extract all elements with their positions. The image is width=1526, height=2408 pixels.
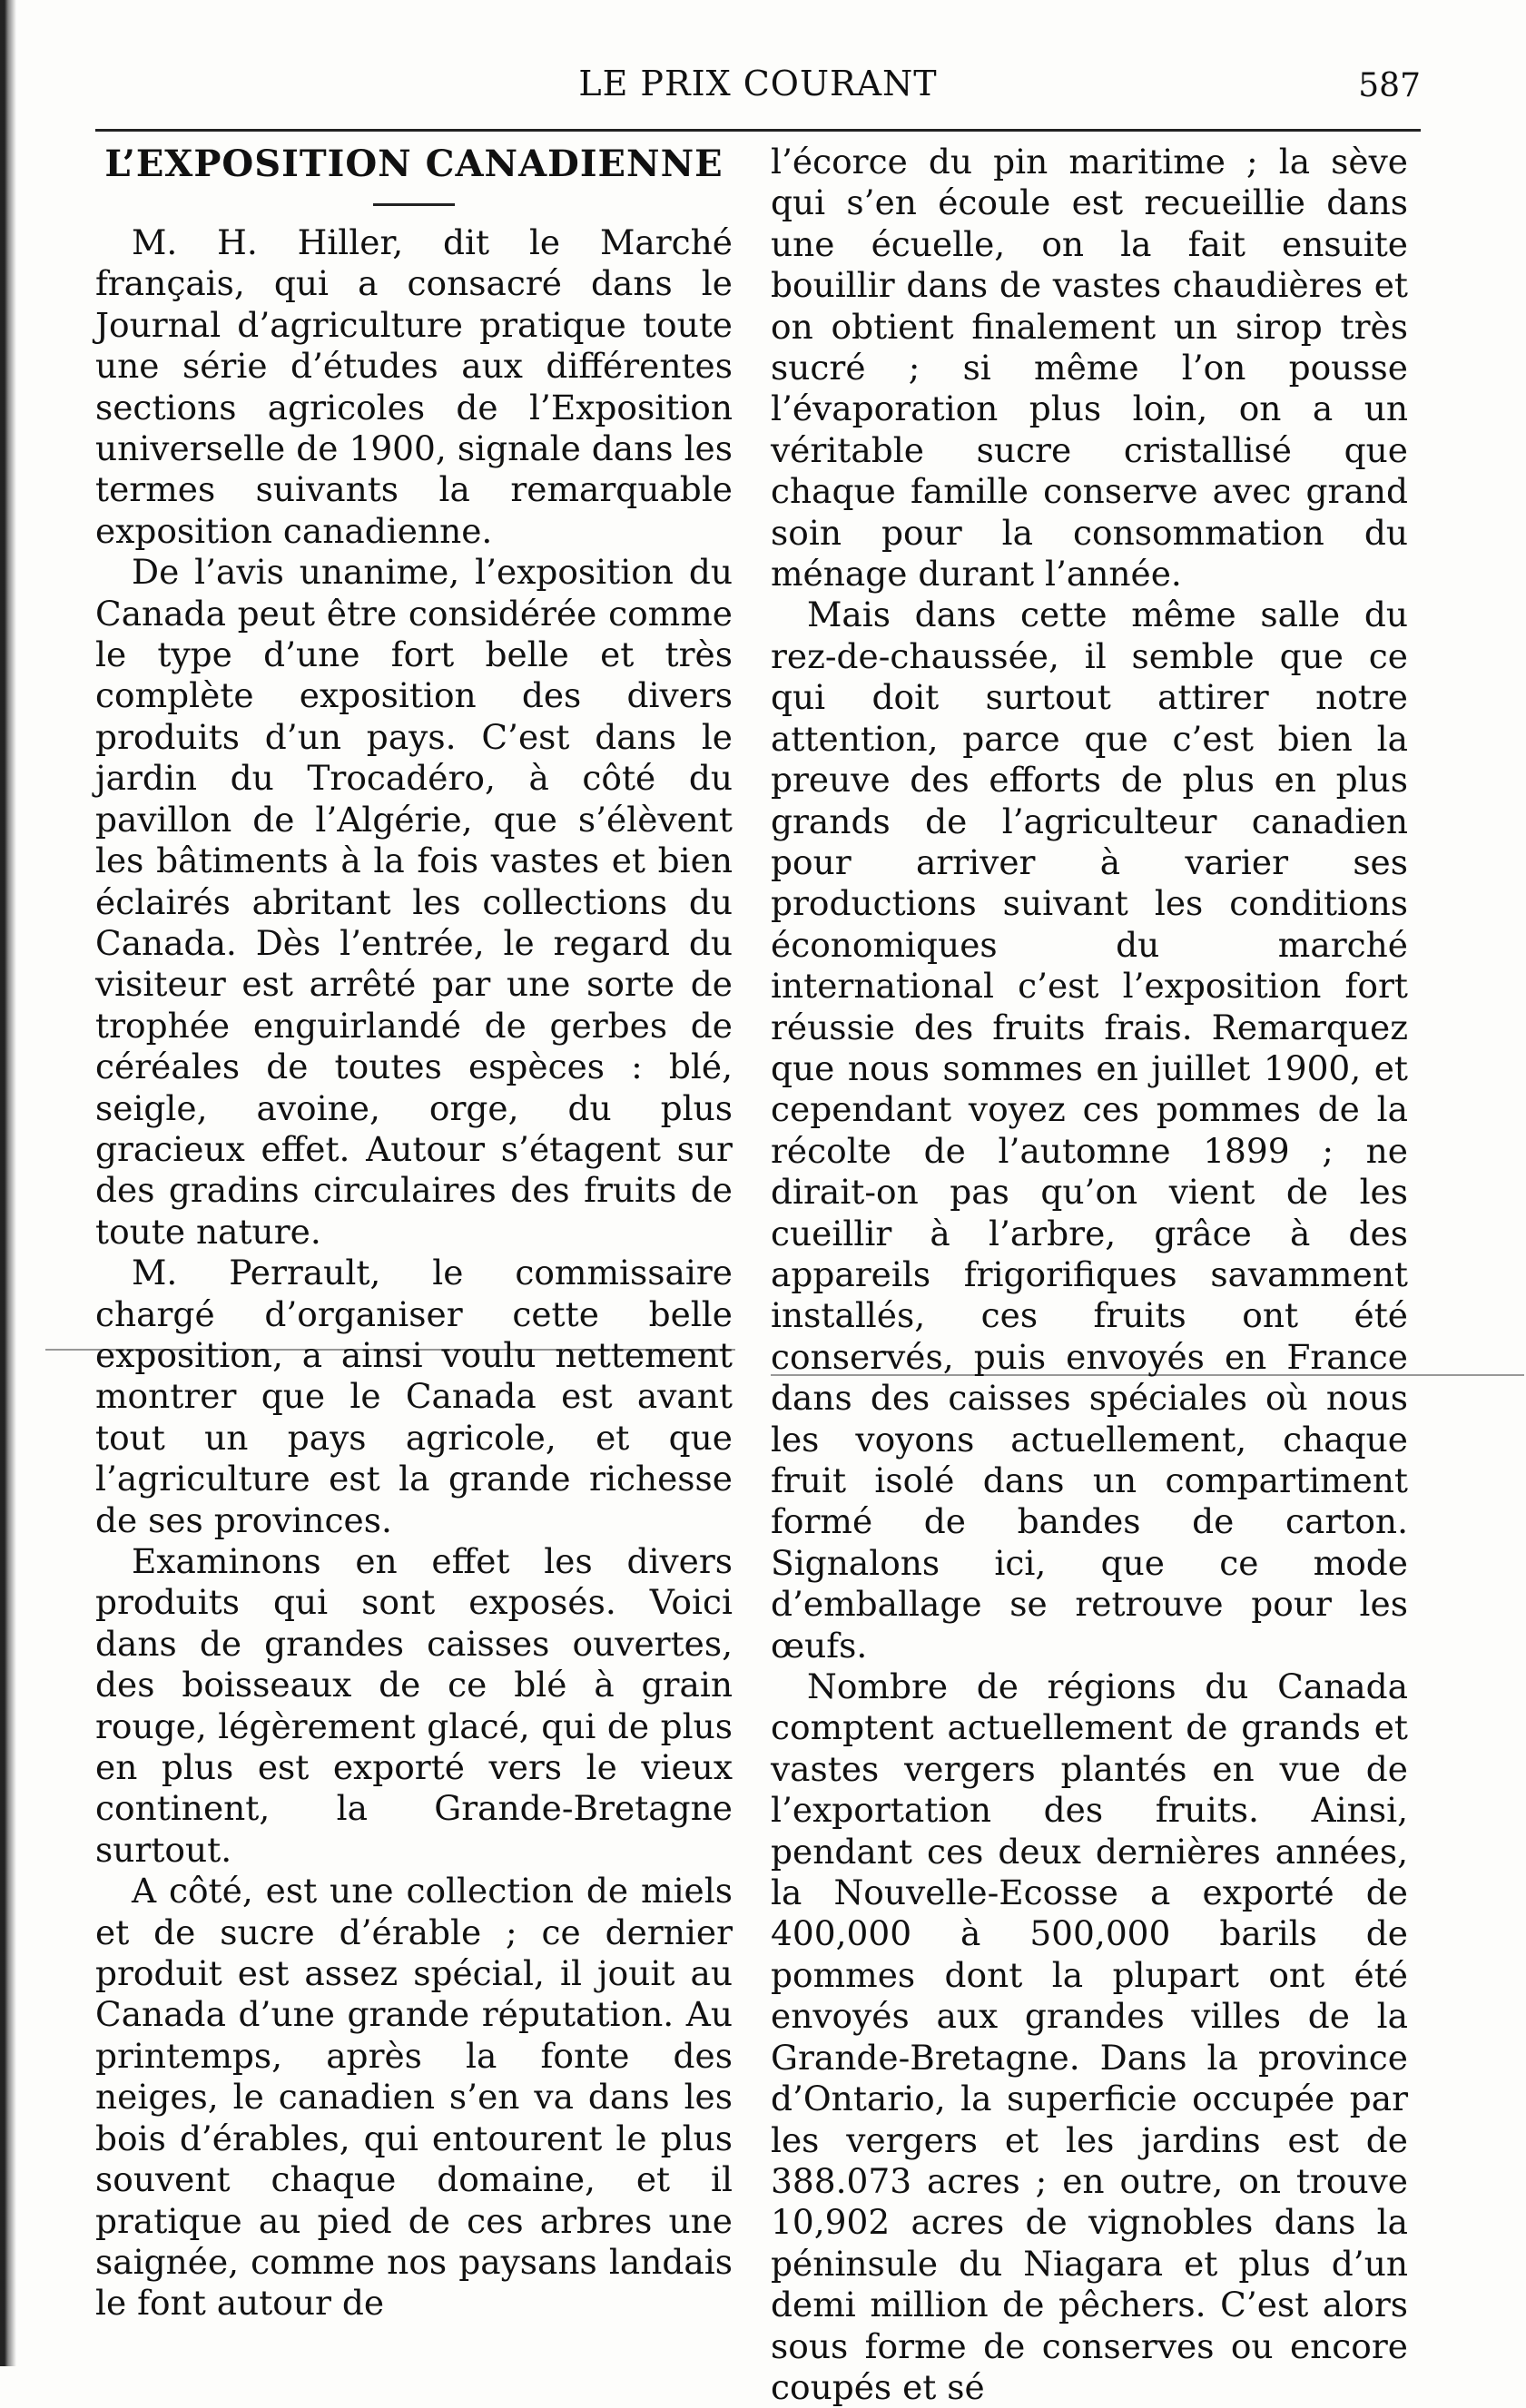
paragraph: Mais dans cette même salle du rez-de-chaussée, il semble que ce qui doit surtout attirer notre attention, parce que c’est bien la preuve des efforts de plus en plus grands de l’agriculteur canadien pour arriver à varier ses productions suivant les conditions économiques du marché international c’est l’exposition fort réussie des fruits frais. Remarquez que nous sommes en juillet 1900, et cependant voyez ces pommes de la récolte de l’automne 1899 ; ne dirait-on pas qu’on vient de les cueillir à l’arbre, grâce à des appareils frigorifiques savamment installés, ces fruits ont été conservés, puis envoyés en France dans des caisses spéciales où nous les voyons actuellement, chaque fruit isolé dans un compartiment formé de bandes de carton. Signalons ici, que ce mode d’emballage se retrouve pour les œufs. [771, 595, 1408, 1666]
article-title: L’EXPOSITION CANADIENNE [104, 143, 724, 185]
running-title: LE PRIX COURANT [578, 64, 938, 103]
paragraph: De l’avis unanime, l’exposition du Canada peut être considérée comme le type d’une fort belle et très complète exposition des divers produits d’un pays. C’est dans le jardin du Trocadéro, à côté du pavillon de l’Algérie, que s’élèvent les bâtiments à la fois vastes et bien éclairés abritant les collections du Canada. Dès l’entrée, le regard du visiteur est arrêté par une sorte de trophée enguirlandé de gerbes de céréales de toutes espèces : blé, seigle, avoine, orge, du plus gracieux effet. Autour s’étagent sur des gradins circulaires des fruits de toute nature. [95, 552, 733, 1252]
paragraph: Examinons en effet les divers produits qui sont exposés. Voici dans de grandes caisses ouvertes, des boisseaux de ce blé à grain rouge, légèrement glacé, qui de plus en plus est exporté vers le vieux continent, la Grande-Bretagne surtout. [95, 1541, 733, 1870]
paragraph: l’écorce du pin maritime ; la sève qui s’en écoule est recueillie dans une écuelle, on la fait ensuite bouillir dans de vastes chaudières et on obtient finalement un sirop très sucré ; si même l’on pousse l’évaporation plus loin, on a un véritable sucre cristallisé que chaque famille conserve avec grand soin pour la consommation du ménage durant l’année. [771, 142, 1408, 595]
page-header [95, 58, 1421, 113]
article-column-right [771, 142, 1408, 2408]
paragraph: A côté, est une collection de miels et de sucre d’érable ; ce dernier produit est assez spécial, il jouit au Canada d’une grande réputation. Au printemps, après la fonte des neiges, le canadien s’en va dans les bois d’érables, qui entourent le plus souvent chaque domaine, et il pratique au pied de ces arbres une saignée, comme nos paysans landais le font autour de [95, 1871, 733, 2324]
paragraph: Nombre de régions du Canada comptent actuellement de grands et vastes vergers plantés en vue de l’exportation des fruits. Ainsi, pendant ces deux dernières années, la Nouvelle-Ecosse a exporté de 400,000 à 500,000 barils de pommes dont la plupart ont été envoyés aux grandes villes de la Grande-Bretagne. Dans la province d’Ontario, la superficie occupée par les vergers et les jardins est de 388.073 acres ; en outre, on trouve 10,902 acres de vignobles dans la péninsule du Niagara et plus d’un demi million de pêchers. C’est alors sous forme de conserves ou encore coupés et sé [771, 1666, 1408, 2407]
article-column-left [95, 142, 733, 2324]
title-separator [373, 203, 455, 206]
paragraph: M. H. Hiller, dit le Marché français, qui a consacré dans le Journal d’agriculture pratique toute une série d’études aux différentes sections agricoles de l’Exposition universelle de 1900, signale dans les termes suivants la remarquable exposition canadienne. [95, 222, 733, 551]
page-edge-shadow [0, 0, 16, 2366]
header-rule [95, 129, 1421, 132]
paragraph: M. Perrault, le commissaire chargé d’organiser cette belle exposition, a ainsi voulu nettement montrer que le Canada est avant tout un pays agricole, et que l’agriculture est la grande richesse de ses provinces. [95, 1253, 733, 1540]
page-number: 587 [1358, 67, 1421, 104]
